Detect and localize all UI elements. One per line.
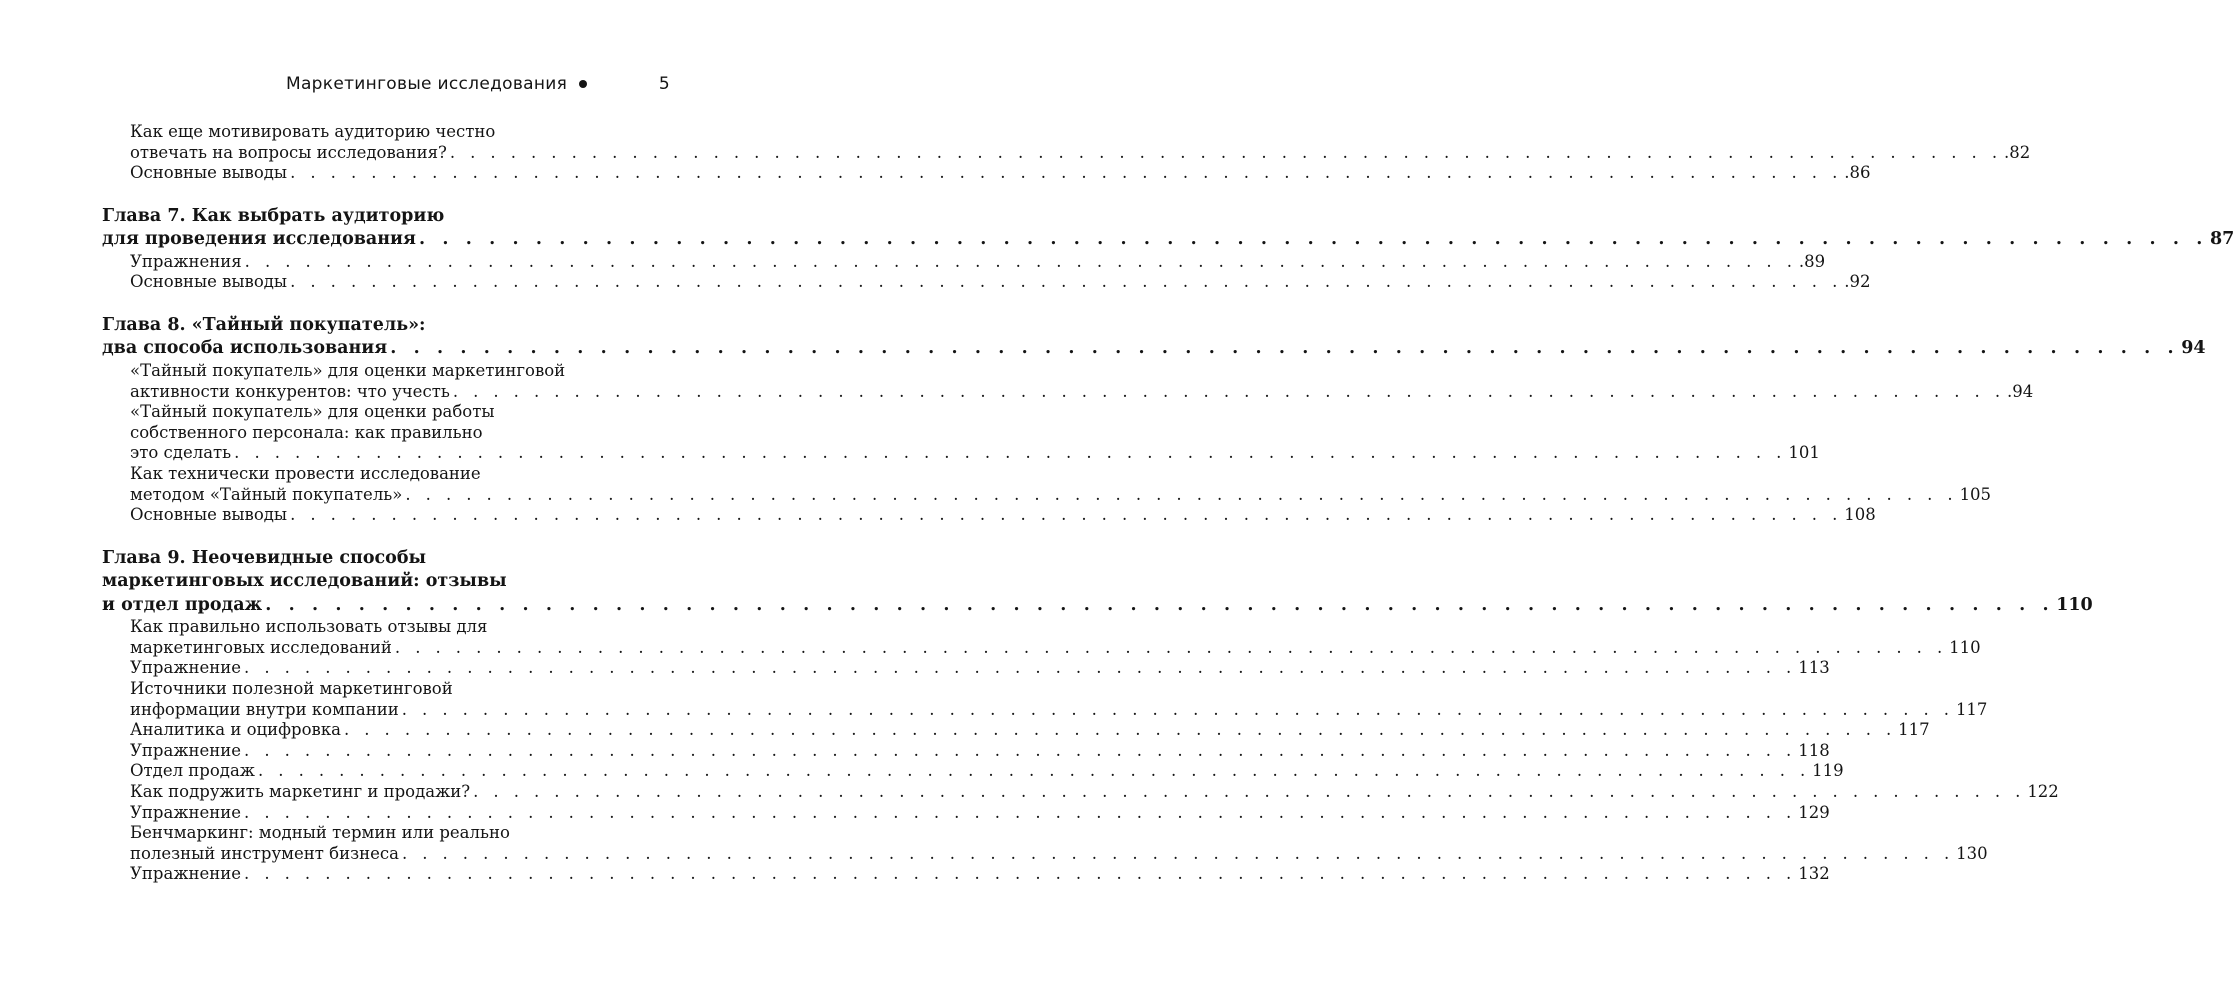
toc-chapter[interactable] <box>102 314 2206 361</box>
toc-line <box>102 802 1830 824</box>
toc-entry[interactable] <box>102 658 1830 679</box>
dot-leader: . . . . . . . . . . . . . . . . . . . . . . . . . . . . . . . . . . . . . . . . . . . . . . . . . . . . . . . . . . . . . . . . . . . . . . . . . . . . . <box>244 740 1797 760</box>
dot-leader: . . . . . . . . . . . . . . . . . . . . . . . . . . . . . . . . . . . . . . . . . . . . . . . . . . . . . . . . . . . . . . . . . . . . . . . . . . . . . <box>390 338 2180 359</box>
dot-leader: . . . . . . . . . . . . . . . . . . . . . . . . . . . . . . . . . . . . . . . . . . . . . . . . . . . . . . . . . . . . . . . . . . . . . . . . . . . . . <box>401 699 1954 719</box>
dot-leader: . . . . . . . . . . . . . . . . . . . . . . . . . . . . . . . . . . . . . . . . . . . . . . . . . . . . . . . . . . . . . . . . . . . . . . . . . . . . . <box>244 802 1797 822</box>
dot-leader: . . . . . . . . . . . . . . . . . . . . . . . . . . . . . . . . . . . . . . . . . . . . . . . . . . . . . . . . . . . . . . . . . . . . . . . . . . . . . <box>473 781 2026 801</box>
toc-page-number: 119 <box>1812 761 1844 781</box>
toc-line-text: Как технически провести исследование <box>130 463 481 483</box>
toc-line-text: собственного персонала: как правильно <box>130 422 483 442</box>
toc-page-number: 117 <box>1955 699 1988 719</box>
toc-entry[interactable] <box>102 360 2034 402</box>
toc-page-number: 129 <box>1798 802 1830 822</box>
toc-entry[interactable] <box>102 463 1992 505</box>
toc-line <box>102 228 2234 252</box>
toc-line <box>102 361 668 382</box>
toc-line-text: Основные выводы <box>130 163 288 183</box>
toc-line <box>102 699 1988 721</box>
dot-leader: . . . . . . . . . . . . . . . . . . . . . . . . . . . . . . . . . . . . . . . . . . . . . . . . . . . . . . . . . . . . . . . . . . . . . . . . . . . . . <box>343 720 1897 740</box>
dot-leader: . . . . . . . . . . . . . . . . . . . . . . . . . . . . . . . . . . . . . . . . . . . . . . . . . . . . . . . . . . . . . . . . . . . . . . . . . . . . . <box>290 163 1843 183</box>
toc-line <box>102 823 668 844</box>
toc-line <box>102 402 668 423</box>
toc-line <box>102 570 668 594</box>
toc-line <box>102 617 668 638</box>
dot-leader: . . . . . . . . . . . . . . . . . . . . . . . . . . . . . . . . . . . . . . . . . . . . . . . . . . . . . . . . . . . . . . . . . . . . . . . . . . . . . <box>452 381 2005 401</box>
toc-line <box>102 740 1830 762</box>
toc-line-text: Глава 9. Неочевидные способы <box>102 547 427 568</box>
toc-line-text: Основные выводы <box>130 505 288 525</box>
toc-line <box>102 679 668 700</box>
toc-page-number: 117 <box>1898 720 1930 740</box>
toc-line <box>102 381 2034 403</box>
toc-line-text: Как еще мотивировать аудиторию честно <box>130 122 496 141</box>
dot-leader: . . . . . . . . . . . . . . . . . . . . . . . . . . . . . . . . . . . . . . . . . . . . . . . . . . . . . . . . . . . . . . . . . . . . . . . . . . . . . <box>394 637 1948 657</box>
toc-page-number: 101 <box>1788 443 1820 463</box>
toc-chapter[interactable] <box>102 547 2093 618</box>
toc-entry[interactable] <box>102 864 1830 885</box>
toc-entry[interactable] <box>102 802 1830 824</box>
toc-line-text: Глава 8. «Тайный покупатель»: <box>102 314 426 335</box>
toc-page-number: .86 <box>1844 163 1871 183</box>
toc-line-text: Аналитика и оцифровка <box>130 720 341 740</box>
dot-leader: . . . . . . . . . . . . . . . . . . . . . . . . . . . . . . . . . . . . . . . . . . . . . . . . . . . . . . . . . . . . . . . . . . . . . . . . . . . . . <box>244 658 1797 678</box>
toc-line <box>102 142 2031 164</box>
toc-entry[interactable] <box>102 823 1988 864</box>
toc-page-number: .89 <box>1798 251 1826 271</box>
toc-entry[interactable] <box>102 679 1988 720</box>
toc-line <box>102 594 2093 618</box>
toc-line <box>102 423 668 444</box>
toc-line-text: информации внутри компании <box>130 699 399 719</box>
toc-line <box>102 864 1830 885</box>
toc-line-text: Отдел продаж <box>130 761 255 781</box>
dot-leader: . . . . . . . . . . . . . . . . . . . . . . . . . . . . . . . . . . . . . . . . . . . . . . . . . . . . . . . . . . . . . . . . . . . . . . . . . . . . . <box>244 251 1797 271</box>
dot-leader: . . . . . . . . . . . . . . . . . . . . . . . . . . . . . . . . . . . . . . . . . . . . . . . . . . . . . . . . . . . . . . . . . . . . . . . . . . . . . <box>401 843 1955 863</box>
toc-entry[interactable] <box>102 781 2059 803</box>
toc-line-text: Основные выводы <box>130 272 288 292</box>
toc-entry[interactable] <box>102 740 1830 762</box>
toc-page-number: .92 <box>1844 272 1871 292</box>
toc-line-text: Как правильно использовать отзывы для <box>130 617 488 637</box>
toc-line <box>102 272 1871 293</box>
toc-line <box>102 761 1844 782</box>
dot-leader: . . . . . . . . . . . . . . . . . . . . . . . . . . . . . . . . . . . . . . . . . . . . . . . . . . . . . . . . . . . . . . . . . . . . . . . . . . . . . <box>265 594 2055 615</box>
toc-page-number: 118 <box>1798 740 1830 760</box>
toc-line-text: это сделать <box>130 443 232 463</box>
running-header-title: Маркетинговые исследования <box>286 74 568 94</box>
toc-line-text: отвечать на вопросы исследования? <box>130 142 447 162</box>
toc-page-number: .94 <box>2006 381 2034 401</box>
toc-page-number: 110 <box>2056 594 2093 615</box>
toc-line-text: Упражнения <box>130 251 242 271</box>
toc-line-text: Упражнение <box>130 802 242 822</box>
toc-line <box>102 547 668 571</box>
toc-line-text: Глава 7. Как выбрать аудиторию <box>102 205 445 226</box>
toc-line <box>102 337 2206 361</box>
toc-line-text: полезный инструмент бизнеса <box>130 843 399 863</box>
toc-entry[interactable] <box>102 505 1876 526</box>
toc-page-number: 110 <box>1949 637 1981 657</box>
dot-leader: . . . . . . . . . . . . . . . . . . . . . . . . . . . . . . . . . . . . . . . . . . . . . . . . . . . . . . . . . . . . . . . . . . . . . . . . . . . . . <box>244 864 1797 884</box>
dot-leader: . . . . . . . . . . . . . . . . . . . . . . . . . . . . . . . . . . . . . . . . . . . . . . . . . . . . . . . . . . . . . . . . . . . . . . . . . . . . . <box>405 484 1958 504</box>
dot-leader: . . . . . . . . . . . . . . . . . . . . . . . . . . . . . . . . . . . . . . . . . . . . . . . . . . . . . . . . . . . . . . . . . . . . . . . . . . . . . <box>418 229 2208 250</box>
dot-leader: . . . . . . . . . . . . . . . . . . . . . . . . . . . . . . . . . . . . . . . . . . . . . . . . . . . . . . . . . . . . . . . . . . . . . . . . . . . . . <box>449 142 2002 162</box>
toc-line-text: Упражнение <box>130 740 242 760</box>
running-header <box>286 70 674 98</box>
toc-page-number: 130 <box>1956 843 1988 863</box>
toc-entry[interactable] <box>102 617 1981 658</box>
toc-page-number: 105 <box>1959 484 1992 504</box>
toc-line-text: маркетинговых исследований: отзывы <box>102 571 507 592</box>
toc-entry[interactable] <box>102 272 1871 293</box>
page-number: 5 <box>658 74 670 94</box>
toc-line <box>102 251 1826 273</box>
toc-entry[interactable] <box>102 402 1820 464</box>
toc-entry[interactable] <box>102 251 1826 273</box>
toc-line-text: Упражнение <box>130 864 242 884</box>
toc-entry[interactable] <box>102 720 1930 741</box>
toc-chapter[interactable] <box>102 205 2234 252</box>
toc-entry[interactable] <box>102 122 2031 163</box>
toc-line <box>102 205 668 229</box>
toc-line-text: маркетинговых исследований <box>130 637 392 657</box>
toc-page-number: 108 <box>1844 505 1876 525</box>
bullet-icon <box>579 80 587 88</box>
toc-line <box>102 122 668 143</box>
toc-entry[interactable] <box>102 761 1844 782</box>
dot-leader: . . . . . . . . . . . . . . . . . . . . . . . . . . . . . . . . . . . . . . . . . . . . . . . . . . . . . . . . . . . . . . . . . . . . . . . . . . . . . <box>234 443 1787 463</box>
toc-line <box>102 843 1988 865</box>
dot-leader: . . . . . . . . . . . . . . . . . . . . . . . . . . . . . . . . . . . . . . . . . . . . . . . . . . . . . . . . . . . . . . . . . . . . . . . . . . . . . <box>290 505 1843 525</box>
dot-leader: . . . . . . . . . . . . . . . . . . . . . . . . . . . . . . . . . . . . . . . . . . . . . . . . . . . . . . . . . . . . . . . . . . . . . . . . . . . . . <box>290 272 1843 292</box>
toc-line <box>102 781 2059 803</box>
toc-line-text: Упражнение <box>130 658 242 678</box>
toc-line-text: Источники полезной маркетинговой <box>130 679 453 698</box>
toc-line-text: два способа использования <box>102 338 388 359</box>
toc-line <box>102 658 1830 679</box>
toc-line-text: для проведения исследования <box>102 229 416 250</box>
toc-page-number: 87 <box>2209 229 2234 250</box>
toc-line-text: Бенчмаркинг: модный термин или реально <box>130 823 510 843</box>
toc-line-text: и отдел продаж <box>102 594 263 615</box>
toc-line <box>102 484 1992 506</box>
toc-page-number: 132 <box>1798 864 1830 884</box>
toc-line <box>102 163 1871 184</box>
toc-line-text: активности конкурентов: что учесть <box>130 381 450 401</box>
toc-line <box>102 720 1930 741</box>
table-of-contents <box>102 122 2234 885</box>
toc-line-text: методом «Тайный покупатель» <box>130 484 403 504</box>
toc-line <box>102 637 1981 659</box>
toc-page-number: 113 <box>1798 658 1830 678</box>
toc-page-number: 122 <box>2027 781 2059 801</box>
toc-page-number: .82 <box>2004 142 2031 162</box>
toc-entry[interactable] <box>102 163 1871 184</box>
toc-line <box>102 314 668 338</box>
toc-line-text: «Тайный покупатель» для оценки работы <box>130 402 495 422</box>
toc-line <box>102 443 1820 464</box>
toc-line <box>102 505 1876 526</box>
toc-line <box>102 464 668 485</box>
toc-page-number: 94 <box>2181 338 2206 359</box>
toc-line-text: Как подружить маркетинг и продажи? <box>130 781 471 801</box>
dot-leader: . . . . . . . . . . . . . . . . . . . . . . . . . . . . . . . . . . . . . . . . . . . . . . . . . . . . . . . . . . . . . . . . . . . . . . . . . . . . . <box>257 761 1811 781</box>
toc-line-text: «Тайный покупатель» для оценки маркетинговой <box>130 360 566 380</box>
